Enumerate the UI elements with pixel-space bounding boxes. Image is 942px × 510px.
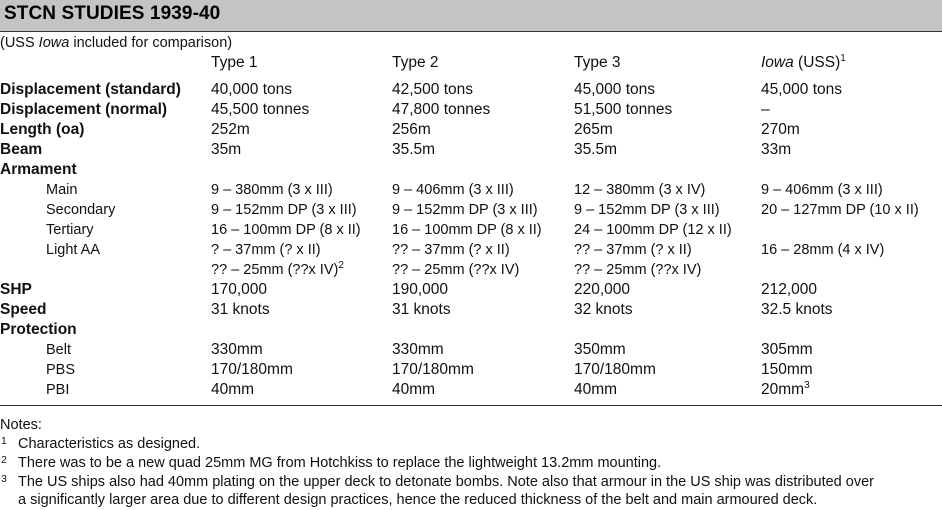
row-label-tertiary: Tertiary <box>46 222 94 238</box>
cell-length-t3: 265m <box>574 121 613 138</box>
cell-pbs-t3: 170/180mm <box>574 361 656 378</box>
cell-beam-iowa: 33m <box>761 141 792 158</box>
cell-light-aa-t2: ?? – 37mm (? x II) <box>392 242 510 258</box>
cell-belt-t1: 330mm <box>211 341 263 358</box>
header-iowa-name: Iowa <box>761 54 794 71</box>
cell-light-aa2-t2: ?? – 25mm (??x IV) <box>392 262 520 278</box>
row-label-disp-norm: Displacement (normal) <box>0 101 168 118</box>
cell-light-aa-iowa: 16 – 28mm (4 x IV) <box>761 242 885 258</box>
row-label-armament: Armament <box>0 161 77 178</box>
title-bar <box>0 0 942 32</box>
cell-light-aa-t1: ? – 37mm (? x II) <box>211 242 321 258</box>
cell-length-iowa: 270m <box>761 121 800 138</box>
notes-heading: Notes: <box>0 417 42 433</box>
row-label-protection: Protection <box>0 321 77 338</box>
cell-secondary-iowa: 20 – 127mm DP (10 x II) <box>761 202 919 218</box>
cell-speed-t3: 32 knots <box>574 301 633 318</box>
cell-secondary-t2: 9 – 152mm DP (3 x III) <box>392 202 538 218</box>
row-label-light-aa: Light AA <box>46 242 101 258</box>
cell-pbi-t3: 40mm <box>574 381 618 398</box>
header-type1: Type 1 <box>211 54 258 71</box>
row-label-length: Length (oa) <box>0 121 85 138</box>
subtitle-ship-name: Iowa <box>38 35 70 51</box>
row-label-beam: Beam <box>0 141 43 158</box>
cell-secondary-t1: 9 – 152mm DP (3 x III) <box>211 202 357 218</box>
row-label-shp: SHP <box>0 281 32 298</box>
header-iowa <box>761 53 846 73</box>
cell-beam-t3: 35.5m <box>574 141 618 158</box>
cell-belt-t3: 350mm <box>574 341 626 358</box>
cell-length-t2: 256m <box>392 121 431 138</box>
cell-pbs-iowa: 150mm <box>761 361 813 378</box>
cell-pbs-t2: 170/180mm <box>392 361 474 378</box>
note-3-text-line2: a significantly larger area due to different design practices, hence the reduced thickness of the belt and main armoured deck. <box>18 492 818 508</box>
cell-light-aa2-t1 <box>211 260 344 280</box>
subtitle-post: included for comparison) <box>69 35 233 51</box>
row-label-pbi: PBI <box>46 382 70 398</box>
cell-light-aa-t3: ?? – 37mm (? x II) <box>574 242 692 258</box>
cell-belt-iowa: 305mm <box>761 341 813 358</box>
cell-speed-iowa: 32.5 knots <box>761 301 833 318</box>
cell-tertiary-t1: 16 – 100mm DP (8 x II) <box>211 222 361 238</box>
note-3-text-line1: The US ships also had 40mm plating on the upper deck to detonate bombs. Note also that armour in the US ship was distributed over <box>18 474 874 490</box>
cell-light-aa2-t1-note: 2 <box>338 260 344 271</box>
cell-tertiary-t3: 24 – 100mm DP (12 x II) <box>574 222 732 238</box>
cell-disp-norm-t3: 51,500 tonnes <box>574 101 673 118</box>
cell-beam-t1: 35m <box>211 141 242 158</box>
note-2-number: 2 <box>1 454 7 466</box>
header-iowa-suffix: (USS) <box>793 54 841 71</box>
cell-pbi-iowa <box>761 380 810 400</box>
cell-disp-norm-t2: 47,800 tonnes <box>392 101 491 118</box>
cell-pbi-t2: 40mm <box>392 381 436 398</box>
cell-light-aa2-t1-text: ?? – 25mm (??x IV) <box>211 262 339 278</box>
cell-disp-std-t1: 40,000 tons <box>211 81 293 98</box>
row-label-speed: Speed <box>0 301 47 318</box>
cell-main-t3: 12 – 380mm (3 x IV) <box>574 182 706 198</box>
header-type2: Type 2 <box>392 54 439 71</box>
cell-pbs-t1: 170/180mm <box>211 361 293 378</box>
subtitle-pre: (USS <box>0 35 39 51</box>
note-2-text: There was to be a new quad 25mm MG from Hotchkiss to replace the lightweight 13.2mm mounting. <box>18 455 662 471</box>
row-label-belt: Belt <box>46 342 71 358</box>
cell-pbi-t1: 40mm <box>211 381 255 398</box>
row-label-main: Main <box>46 182 78 198</box>
cell-belt-t2: 330mm <box>392 341 444 358</box>
cell-shp-iowa: 212,000 <box>761 281 818 298</box>
cell-speed-t2: 31 knots <box>392 301 451 318</box>
cell-main-t1: 9 – 380mm (3 x III) <box>211 182 333 198</box>
cell-tertiary-t2: 16 – 100mm DP (8 x II) <box>392 222 542 238</box>
cell-length-t1: 252m <box>211 121 250 138</box>
cell-shp-t3: 220,000 <box>574 281 631 298</box>
row-label-secondary: Secondary <box>46 202 116 218</box>
cell-disp-norm-iowa: – <box>761 101 770 118</box>
cell-beam-t2: 35.5m <box>392 141 436 158</box>
cell-shp-t1: 170,000 <box>211 281 268 298</box>
cell-light-aa2-t3: ?? – 25mm (??x IV) <box>574 262 702 278</box>
note-1-number: 1 <box>1 435 7 447</box>
row-label-pbs: PBS <box>46 362 76 378</box>
cell-disp-std-t3: 45,000 tons <box>574 81 656 98</box>
subtitle <box>0 35 232 51</box>
cell-main-t2: 9 – 406mm (3 x III) <box>392 182 514 198</box>
notes-divider <box>0 405 942 406</box>
cell-disp-std-iowa: 45,000 tons <box>761 81 843 98</box>
cell-pbi-iowa-note: 3 <box>804 380 810 391</box>
header-type3: Type 3 <box>574 54 621 71</box>
cell-main-iowa: 9 – 406mm (3 x III) <box>761 182 883 198</box>
cell-pbi-iowa-text: 20mm <box>761 381 805 398</box>
cell-speed-t1: 31 knots <box>211 301 270 318</box>
page-title: STCN STUDIES 1939-40 <box>4 3 221 24</box>
cell-disp-norm-t1: 45,500 tonnes <box>211 101 310 118</box>
cell-disp-std-t2: 42,500 tons <box>392 81 474 98</box>
note-1-text: Characteristics as designed. <box>18 436 201 452</box>
note-3-number: 3 <box>1 473 7 485</box>
cell-shp-t2: 190,000 <box>392 281 449 298</box>
row-label-disp-std: Displacement (standard) <box>0 81 181 98</box>
header-iowa-note: 1 <box>840 53 846 64</box>
cell-secondary-t3: 9 – 152mm DP (3 x III) <box>574 202 720 218</box>
